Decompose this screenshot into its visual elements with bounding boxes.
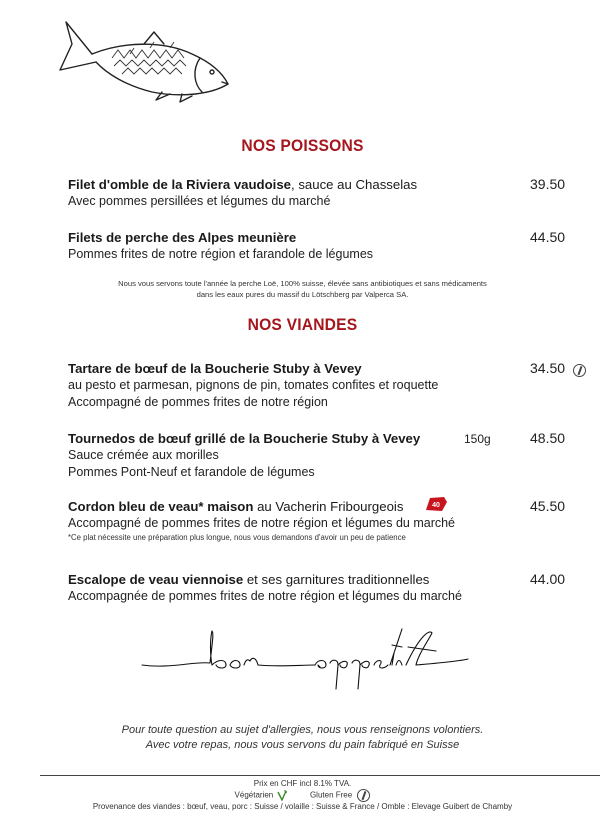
dish-desc-1: au pesto et parmesan, pignons de pin, tomates confites et roquette xyxy=(68,378,439,392)
perch-note xyxy=(0,278,605,300)
dish-suffix: au Vacherin Fribourgeois xyxy=(253,499,404,514)
signature-text: bon appetit xyxy=(140,625,145,626)
dish-name: Tournedos de bœuf grillé de la Boucherie Stuby à Vevey xyxy=(68,431,421,446)
badge-text: 40 xyxy=(432,502,440,509)
price-cordon-bleu: 45.50 xyxy=(530,498,566,514)
footer-provenance: Provenance des viandes : bœuf, veau, porc : Suisse / volaille : Suisse & France / Omble : Elevage Guibert de Chamby xyxy=(92,802,513,811)
dish-name: Tartare de bœuf de la Boucherie Stuby à Vevey xyxy=(68,361,362,376)
dish-note: *Ce plat nécessite une préparation plus longue, nous vous demandons d'avoir un peu de patience xyxy=(68,533,406,542)
dish-perche xyxy=(68,229,568,263)
dish-suffix: , sauce au Chasselas xyxy=(291,177,418,192)
fish-illustration-icon xyxy=(52,14,232,104)
dish-name: Cordon bleu de veau* maison xyxy=(68,499,254,514)
perch-note-line2: dans les eaux pures du massif du Lötschberg par Valperca SA. xyxy=(196,290,409,299)
dish-desc-2: Accompagné de pommes frites de notre région xyxy=(68,395,328,409)
section-title-fish: NOS POISSONS xyxy=(241,136,364,155)
dish-suffix: et ses garnitures traditionnelles xyxy=(243,572,430,587)
bon-appetit-signature xyxy=(140,625,470,695)
footer-price-info: Prix en CHF incl 8.1% TVA. xyxy=(253,779,352,788)
footer-divider xyxy=(40,775,600,776)
gluten-free-icon xyxy=(573,364,586,377)
price-escalope: 44.00 xyxy=(530,571,566,587)
dish-desc-1: Accompagné de pommes frites de notre région et légumes du marché xyxy=(68,516,456,530)
red-badge-icon xyxy=(424,496,448,512)
price-omble: 39.50 xyxy=(530,176,566,192)
dish-omble xyxy=(68,176,568,210)
dish-escalope xyxy=(68,571,568,605)
perch-note-line1: Nous vous servons toute l'année la perche Loë, 100% suisse, élevée sans antibiotiques et sans médicaments xyxy=(118,279,487,288)
dish-name: Escalope de veau viennoise xyxy=(68,572,244,587)
closing-line1: Pour toute question au sujet d'allergies, nous vous renseignons volontiers. xyxy=(121,724,484,736)
dish-name: Filets de perche des Alpes meunière xyxy=(68,230,297,245)
dish-desc-2: Pommes Pont-Neuf et farandole de légumes xyxy=(68,465,315,479)
dish-weight: 150g xyxy=(464,432,491,446)
dish-tournedos xyxy=(68,430,568,481)
price-tournedos: 48.50 xyxy=(530,430,566,446)
dish-desc: Avec pommes persillées et légumes du marché xyxy=(68,194,331,208)
dish-desc-1: Sauce crémée aux morilles xyxy=(68,448,219,462)
price-perche: 44.50 xyxy=(530,229,566,245)
dish-name: Filet d'omble de la Riviera vaudoise xyxy=(68,177,291,192)
dish-desc: Pommes frites de notre région et farandole de légumes xyxy=(68,247,374,261)
closing-line2: Avec votre repas, nous vous servons du pain fabriqué en Suisse xyxy=(145,739,460,751)
dish-tartare xyxy=(68,360,568,411)
price-tartare: 34.50 xyxy=(530,360,566,376)
closing-text xyxy=(0,723,605,753)
vegetarian-leaf-icon xyxy=(277,790,287,801)
vegetarian-label: Végétarien xyxy=(234,790,274,800)
section-title-meat: NOS VIANDES xyxy=(247,315,358,334)
dish-desc-1: Accompagnée de pommes frites de notre région et légumes du marché xyxy=(68,589,462,603)
gluten-free-label: Gluten Free xyxy=(309,790,353,800)
dish-cordon-bleu xyxy=(68,498,568,543)
